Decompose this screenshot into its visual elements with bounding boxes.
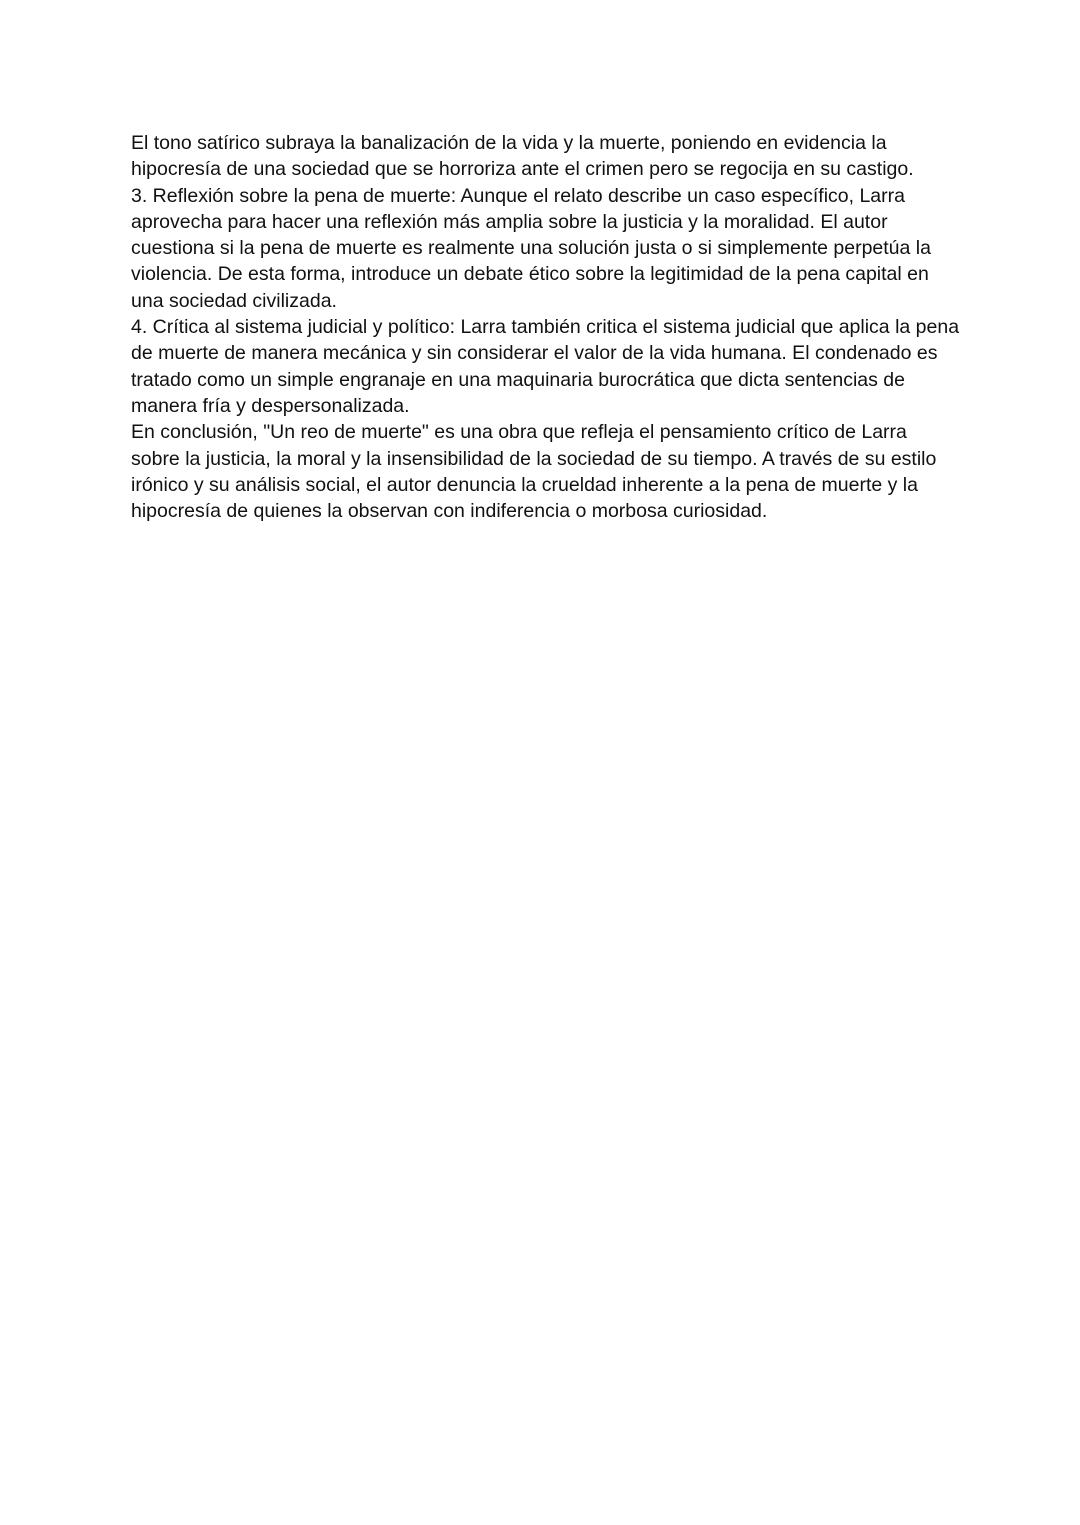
- paragraph-satire: El tono satírico subraya la banalización de la vida y la muerte, poniendo en evidencia la hipocresía de una sociedad que se horroriza ante el crimen pero se regocija en su castigo.: [131, 132, 914, 181]
- paragraph-conclusion: En conclusión, "Un reo de muerte" es una obra que refleja el pensamiento crítico de Larra sobre la justicia, la moral y la insensibilidad de la sociedad de su tiempo. A través de su estilo irónico y su análisis social, el autor denuncia la crueldad inherente a la pena de muerte y la hipocresía de quienes la observan con indiferencia o morbosa curiosidad.: [131, 421, 937, 523]
- document-body: [131, 130, 961, 524]
- paragraph-death-penalty-reflection: 3. Reflexión sobre la pena de muerte: Aunque el relato describe un caso específico, Larra aprovecha para hacer una reflexión más amplia sobre la justicia y la moralidad. El autor cuestiona si la pena de muerte es realmente una solución justa o si simplemente perpetúa la violencia. De esta forma, introduce un debate ético sobre la legitimidad de la pena capital en una sociedad civilizada.: [131, 184, 931, 312]
- paragraph-judicial-critique: 4. Crítica al sistema judicial y político: Larra también critica el sistema judicial que aplica la pena de muerte de manera mecánica y sin considerar el valor de la vida humana. El condenado es tratado como un simple engranaje en una maquinaria burocrática que dicta sentencias de manera fría y despersonalizada.: [131, 316, 960, 417]
